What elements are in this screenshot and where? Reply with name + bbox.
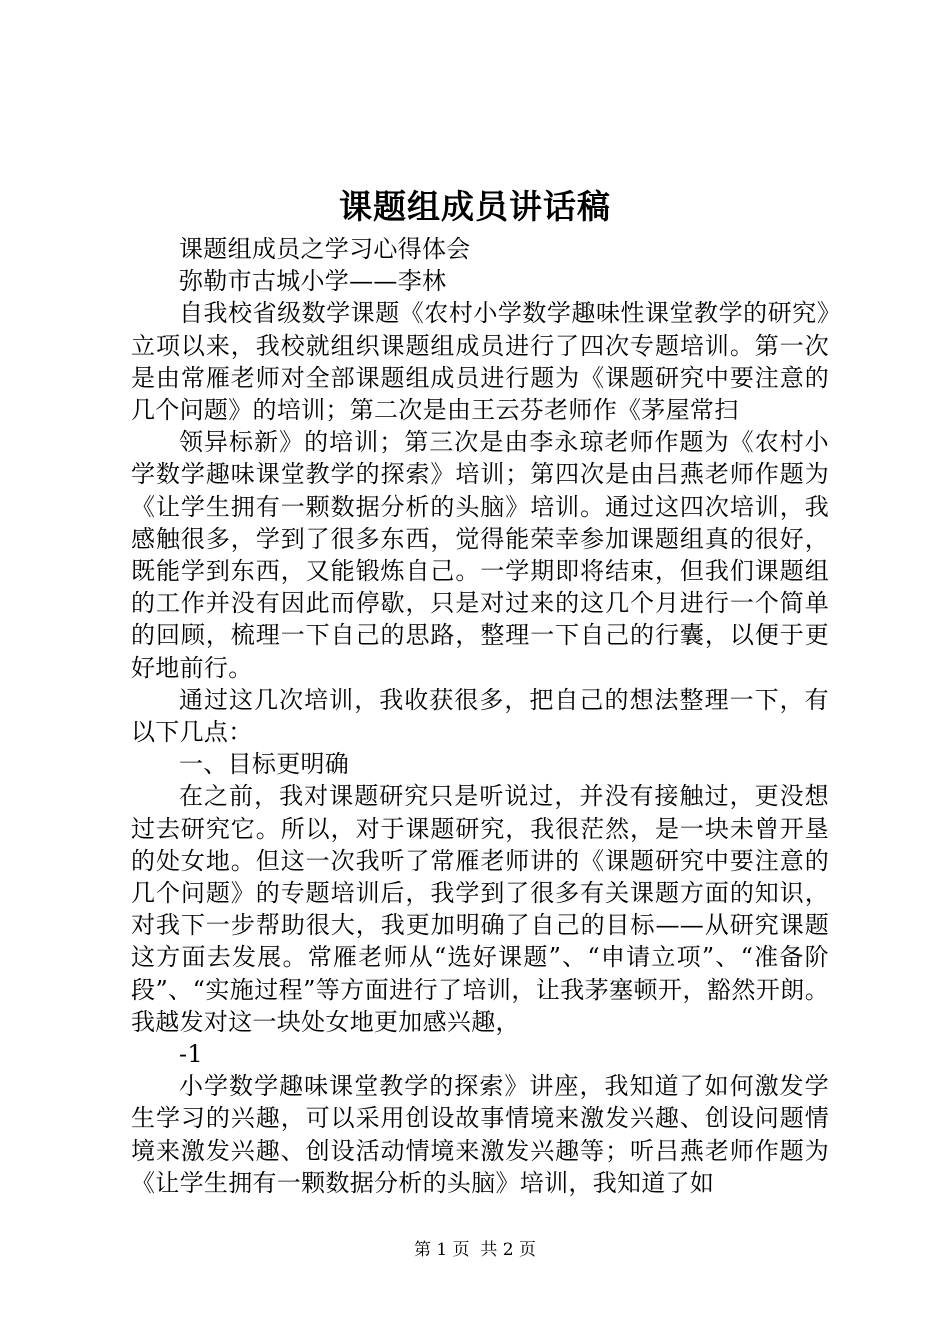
author-line: 弥勒市古城小学——李林 xyxy=(179,267,447,296)
page-marker: -1 xyxy=(179,1040,203,1069)
section-heading: 一、目标更明确 xyxy=(179,750,350,779)
body-paragraph: 在之前，我对课题研究只是听说过，并没有接触过，更没想过去研究它。所以，对于课题研究，我很茫然，是一块未曾开垦的处女地。但这一次我听了常雁老师讲的《课题研究中要注意的几个问题》的专题培训后，我学到了很多有关课题方面的知识，对我下一步帮助很大，我更加明确了自己的目标——从研究课题这方面去发展。常雁老师从“选好课题”、“申请立项”、“准备阶段”、“实施过程”等方面进行了培训，让我茅塞顿开，豁然开朗。我越发对这一块处女地更加感兴趣， xyxy=(131,782,829,1036)
page-number: 第 1 页 xyxy=(413,1240,470,1260)
page-total: 共 2 页 xyxy=(480,1240,537,1260)
document-body xyxy=(131,233,829,1199)
body-paragraph: 通过这几次培训，我收获很多，把自己的想法整理一下，有以下几点： xyxy=(131,685,829,747)
page-footer xyxy=(0,1238,950,1262)
body-paragraph: 领异标新》的培训；第三次是由李永琼老师作题为《农村小学数学趣味课堂教学的探索》培训；第四次是由吕燕老师作题为《让学生拥有一颗数据分析的头脑》培训。通过这四次培训，我感触很多，学到了很多东西，觉得能荣幸参加课题组真的很好，既能学到东西，又能锻炼自己。一学期即将结束，但我们课题组的工作并没有因此而停歇，只是对过来的这几个月进行一个简单的回顾，梳理一下自己的思路，整理一下自己的行囊，以便于更好地前行。 xyxy=(131,428,829,682)
subtitle-paragraph: 课题组成员之学习心得体会 xyxy=(179,235,471,263)
body-paragraph: 自我校省级数学课题《农村小学数学趣味性课堂教学的研究》立项以来，我校就组织课题组成员进行了四次专题培训。第一次是由常雁老师对全部课题组成员进行题为《课题研究中要注意的几个问题》的培训；第二次是由王云芬老师作《茅屋常扫 xyxy=(131,299,829,425)
document-title: 课题组成员讲话稿 xyxy=(339,187,611,226)
body-paragraph: 小学数学趣味课堂教学的探索》讲座，我知道了如何激发学生学习的兴趣，可以采用创设故事情境来激发兴趣、创设问题情境来激发兴趣、创设活动情境来激发兴趣等；听吕燕老师作题为《让学生拥有一颗数据分析的头脑》培训，我知道了如 xyxy=(131,1072,829,1197)
